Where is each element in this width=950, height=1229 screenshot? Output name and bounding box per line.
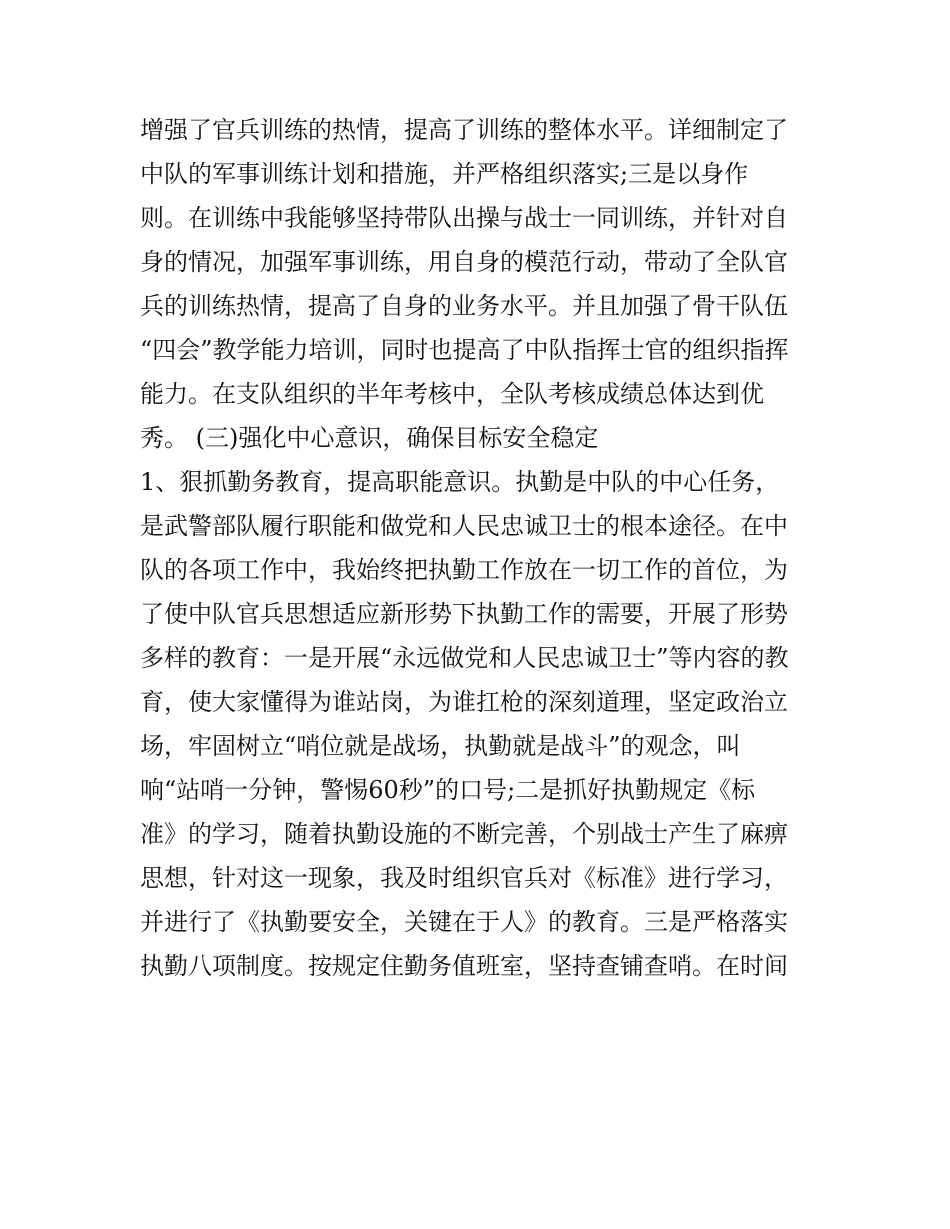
text-line: 能力。在支队组织的半年考核中，全队考核成绩总体达到优 (140, 380, 764, 408)
text-line: 队的各项工作中，我始终把执勤工作放在一切工作的首位，为 (140, 556, 788, 584)
text-line: 1、狠抓勤务教育，提高职能意识。执勤是中队的中心任务， (140, 468, 780, 496)
body-text (140, 108, 820, 988)
text-line: 增强了官兵训练的热情，提高了训练的整体水平。详细制定了 (140, 116, 788, 144)
text-line: 并进行了《执勤要安全，关键在于人》的教育。三是严格落实 (140, 908, 788, 936)
text-line: 了使中队官兵思想适应新形势下执勤工作的需要，开展了形势 (140, 600, 788, 628)
text-line: 多样的教育：一是开展“永远做党和人民忠诚卫士”等内容的教 (140, 644, 789, 672)
text-line: 响“站哨一分钟，警惕60秒”的口号;二是抓好执勤规定《标 (140, 776, 756, 804)
text-line: 中队的军事训练计划和措施，并严格组织落实;三是以身作 (140, 160, 749, 188)
text-line: 执勤八项制度。按规定住勤务值班室，坚持查铺查哨。在时间 (140, 952, 788, 980)
text-line: 身的情况，加强军事训练，用自身的模范行动，带动了全队官 (140, 248, 788, 276)
text-line: 兵的训练热情，提高了自身的业务水平。并且加强了骨干队伍 (140, 292, 788, 320)
text-line: 秀。 (三)强化中心意识，确保目标安全稳定 (140, 424, 599, 452)
text-line: 则。在训练中我能够坚持带队出操与战士一同训练，并针对自 (140, 204, 788, 232)
text-line: 思想，针对这一现象，我及时组织官兵对《标准》进行学习， (140, 864, 788, 892)
text-line: 准》的学习，随着执勤设施的不断完善，个别战士产生了麻痹 (140, 820, 788, 848)
text-line: 是武警部队履行职能和做党和人民忠诚卫士的根本途径。在中 (140, 512, 788, 540)
text-line: 场，牢固树立“哨位就是战场，执勤就是战斗”的观念，叫 (140, 732, 741, 760)
text-line: “四会”教学能力培训，同时也提高了中队指挥士官的组织指挥 (140, 336, 789, 364)
text-line: 育，使大家懂得为谁站岗，为谁扛枪的深刻道理，坚定政治立 (140, 688, 788, 716)
